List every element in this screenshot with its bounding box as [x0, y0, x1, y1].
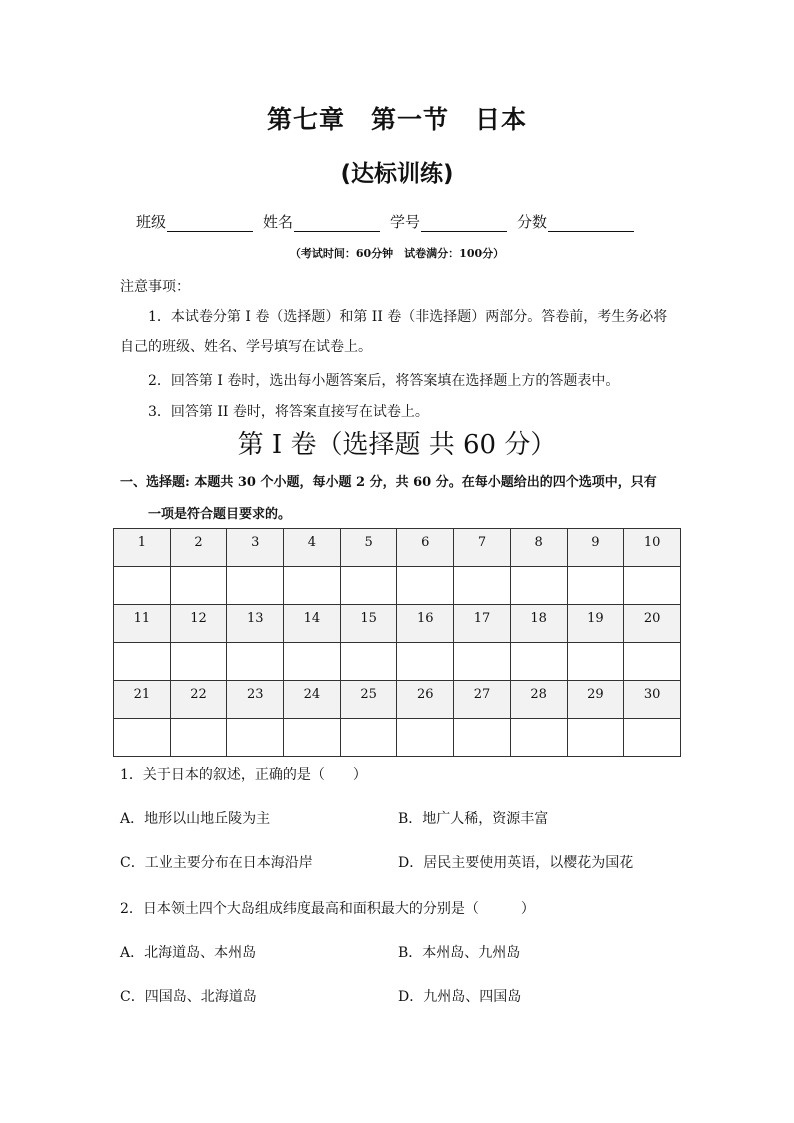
question-number-cell: 4	[284, 529, 341, 567]
answer-cell[interactable]	[114, 643, 171, 681]
answer-cell[interactable]	[227, 719, 284, 757]
answer-cell[interactable]	[340, 719, 397, 757]
answer-cell[interactable]	[624, 567, 681, 605]
answer-table-number-row	[114, 605, 681, 643]
name-blank	[294, 215, 380, 232]
answer-table-number-row	[114, 529, 681, 567]
question-number-cell: 26	[397, 681, 454, 719]
answer-table-blank-row	[114, 567, 681, 605]
name-label: 姓名	[263, 213, 294, 231]
question-number-cell: 7	[454, 529, 511, 567]
question-1-stem: 1．关于日本的叙述，正确的是（ ）	[120, 767, 367, 783]
page-subtitle: (达标训练)	[340, 161, 454, 187]
answer-cell[interactable]	[454, 643, 511, 681]
student-id-blank	[421, 215, 507, 232]
question-number-cell: 23	[227, 681, 284, 719]
answer-cell[interactable]	[284, 643, 341, 681]
answer-cell[interactable]	[510, 719, 567, 757]
answer-table	[113, 528, 681, 757]
question-2-stem: 2．日本领土四个大岛组成纬度最高和面积最大的分别是（ ）	[120, 901, 535, 917]
answer-table-number-row	[114, 681, 681, 719]
question-number-cell: 24	[284, 681, 341, 719]
answer-cell[interactable]	[397, 567, 454, 605]
question-2-option-c: C．四国岛、北海道岛	[120, 989, 257, 1005]
answer-cell[interactable]	[567, 643, 624, 681]
question-2-option-a: A．北海道岛、本州岛	[120, 945, 257, 961]
question-number-cell: 20	[624, 605, 681, 643]
question-2-option-b: B．本州岛、九州岛	[398, 945, 521, 961]
score-field	[517, 211, 634, 232]
answer-cell[interactable]	[567, 567, 624, 605]
question-number-cell: 16	[397, 605, 454, 643]
question-1-option-a: A．地形以山地丘陵为主	[120, 811, 271, 827]
question-number-cell: 30	[624, 681, 681, 719]
question-1-option-b: B．地广人稀，资源丰富	[398, 811, 549, 827]
answer-cell[interactable]	[170, 719, 227, 757]
question-2-option-d: D．九州岛、四国岛	[398, 989, 522, 1005]
question-number-cell: 10	[624, 529, 681, 567]
answer-table-blank-row	[114, 719, 681, 757]
answer-cell[interactable]	[397, 719, 454, 757]
answer-table-blank-row	[114, 643, 681, 681]
question-number-cell: 3	[227, 529, 284, 567]
question-number-cell: 2	[170, 529, 227, 567]
question-number-cell: 28	[510, 681, 567, 719]
class-blank	[167, 215, 253, 232]
notice-item-3: 3．回答第 II 卷时，将答案直接写在试卷上。	[148, 404, 429, 420]
answer-cell[interactable]	[114, 719, 171, 757]
question-1-option-d: D．居民主要使用英语，以樱花为国花	[398, 855, 634, 871]
question-number-cell: 14	[284, 605, 341, 643]
student-id-label: 学号	[390, 213, 421, 231]
notice-item-2: 2．回答第 I 卷时，选出每小题答案后，将答案填在选择题上方的答题表中。	[148, 373, 620, 389]
answer-cell[interactable]	[567, 719, 624, 757]
answer-cell[interactable]	[284, 567, 341, 605]
question-number-cell: 29	[567, 681, 624, 719]
question-number-cell: 5	[340, 529, 397, 567]
question-number-cell: 9	[567, 529, 624, 567]
answer-cell[interactable]	[624, 719, 681, 757]
question-number-cell: 13	[227, 605, 284, 643]
question-number-cell: 8	[510, 529, 567, 567]
answer-cell[interactable]	[114, 567, 171, 605]
answer-cell[interactable]	[340, 643, 397, 681]
exam-time-note: （考试时间：60分钟 试卷满分：100分）	[289, 247, 505, 260]
notice-item-1: 1．本试卷分第 I 卷（选择题）和第 II 卷（非选择题）两部分。答卷前，考生务必将自己的班级、姓名、学号填写在试卷上。	[120, 309, 668, 355]
question-number-cell: 12	[170, 605, 227, 643]
class-field	[136, 211, 253, 232]
question-number-cell: 27	[454, 681, 511, 719]
question-number-cell: 19	[567, 605, 624, 643]
question-number-cell: 18	[510, 605, 567, 643]
answer-cell[interactable]	[340, 567, 397, 605]
answer-cell[interactable]	[454, 567, 511, 605]
question-number-cell: 17	[454, 605, 511, 643]
question-number-cell: 21	[114, 681, 171, 719]
answer-cell[interactable]	[454, 719, 511, 757]
question-number-cell: 11	[114, 605, 171, 643]
question-1-option-c: C．工业主要分布在日本海沿岸	[120, 855, 313, 871]
answer-cell[interactable]	[227, 567, 284, 605]
student-id-field	[390, 211, 507, 232]
answer-cell[interactable]	[170, 567, 227, 605]
question-number-cell: 15	[340, 605, 397, 643]
answer-cell[interactable]	[397, 643, 454, 681]
answer-cell[interactable]	[510, 567, 567, 605]
answer-cell[interactable]	[170, 643, 227, 681]
answer-cell[interactable]	[624, 643, 681, 681]
answer-cell[interactable]	[510, 643, 567, 681]
section-title: 第 I 卷（选择题 共 60 分）	[237, 430, 557, 460]
question-number-cell: 1	[114, 529, 171, 567]
page-title: 第七章 第一节 日本	[266, 105, 527, 134]
score-label: 分数	[517, 213, 548, 231]
answer-cell[interactable]	[284, 719, 341, 757]
question-number-cell: 22	[170, 681, 227, 719]
section-intro-line2: 一项是符合题目要求的。	[148, 507, 292, 522]
section-intro-line1: 一、选择题: 本题共 30 个小题，每小题 2 分，共 60 分。在每小题给出的四个选项中，只有	[120, 475, 657, 490]
notice-title: 注意事项：	[120, 279, 190, 295]
question-number-cell: 25	[340, 681, 397, 719]
score-blank	[548, 215, 634, 232]
student-info-line	[136, 211, 644, 232]
answer-cell[interactable]	[227, 643, 284, 681]
class-label: 班级	[136, 213, 167, 231]
question-number-cell: 6	[397, 529, 454, 567]
name-field	[263, 211, 380, 232]
